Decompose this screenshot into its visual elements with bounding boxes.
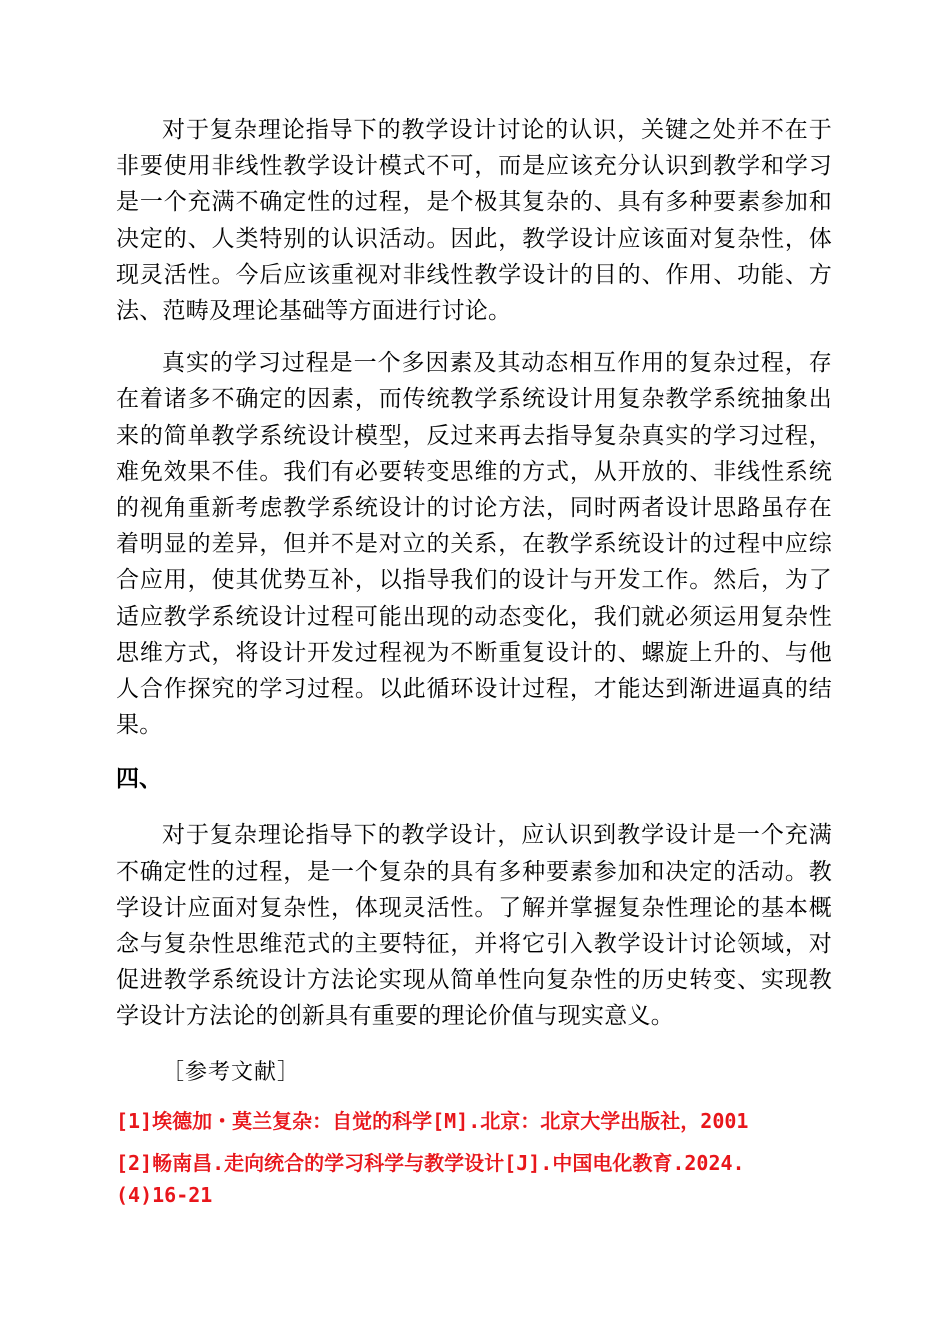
reference-item-1: [1]埃德加・莫兰复杂：自觉的科学[M].北京：北京大学出版社，2001 — [116, 1108, 749, 1133]
conclusion-paragraph: 对于复杂理论指导下的教学设计，应认识到教学设计是一个充满不确定性的过程，是一个复杂的具有多种要素参加和决定的活动。教学设计应面对复杂性，体现灵活性。了解并掌握复杂性理论的基本概念与复杂性思维范式的主要特征，并将它引入教学设计讨论领域，对促进教学系统设计方法论实现从简单性向复杂性的历史转变、实现教学设计方法论的创新具有重要的理论价值与现实意义。 — [116, 822, 832, 1030]
reference-list — [116, 1105, 832, 1211]
body-paragraph-2: 真实的学习过程是一个多因素及其动态相互作用的复杂过程，存在着诸多不确定的因素，而传统教学系统设计用复杂教学系统抽象出来的简单教学系统设计模型，反过来再去指导复杂真实的学习过程，难免效果不佳。我们有必要转变思维的方式，从开放的、非线性系统的视角重新考虑教学系统设计的讨论方法，同时两者设计思路虽存在着明显的差异，但并不是对立的关系，在教学系统设计的过程中应综合应用，使其优势互补，以指导我们的设计与开发工作。然后，为了适应教学系统设计过程可能出现的动态变化，我们就必须运用复杂性思维方式，将设计开发过程视为不断重复设计的、螺旋上升的、与他人合作探究的学习过程。以此循环设计过程，才能达到渐进逼真的结果。 — [116, 350, 832, 739]
section-heading: 四、 — [116, 766, 162, 793]
references-title: ［参考文献］ — [162, 1059, 301, 1085]
reference-item-2: [2]畅南昌.走向统合的学习科学与教学设计[J].中国电化教育.2024.(4)16-21 — [116, 1150, 745, 1207]
document-page — [116, 112, 832, 1221]
body-paragraph-1: 对于复杂理论指导下的教学设计讨论的认识，关键之处并不在于非要使用非线性教学设计模式不可，而是应该充分认识到教学和学习是一个充满不确定性的过程，是个极其复杂的、具有多种要素参加和决定的、人类特别的认识活动。因此，教学设计应该面对复杂性，体现灵活性。今后应该重视对非线性教学设计的目的、作用、功能、方法、范畴及理论基础等方面进行讨论。 — [116, 117, 832, 325]
